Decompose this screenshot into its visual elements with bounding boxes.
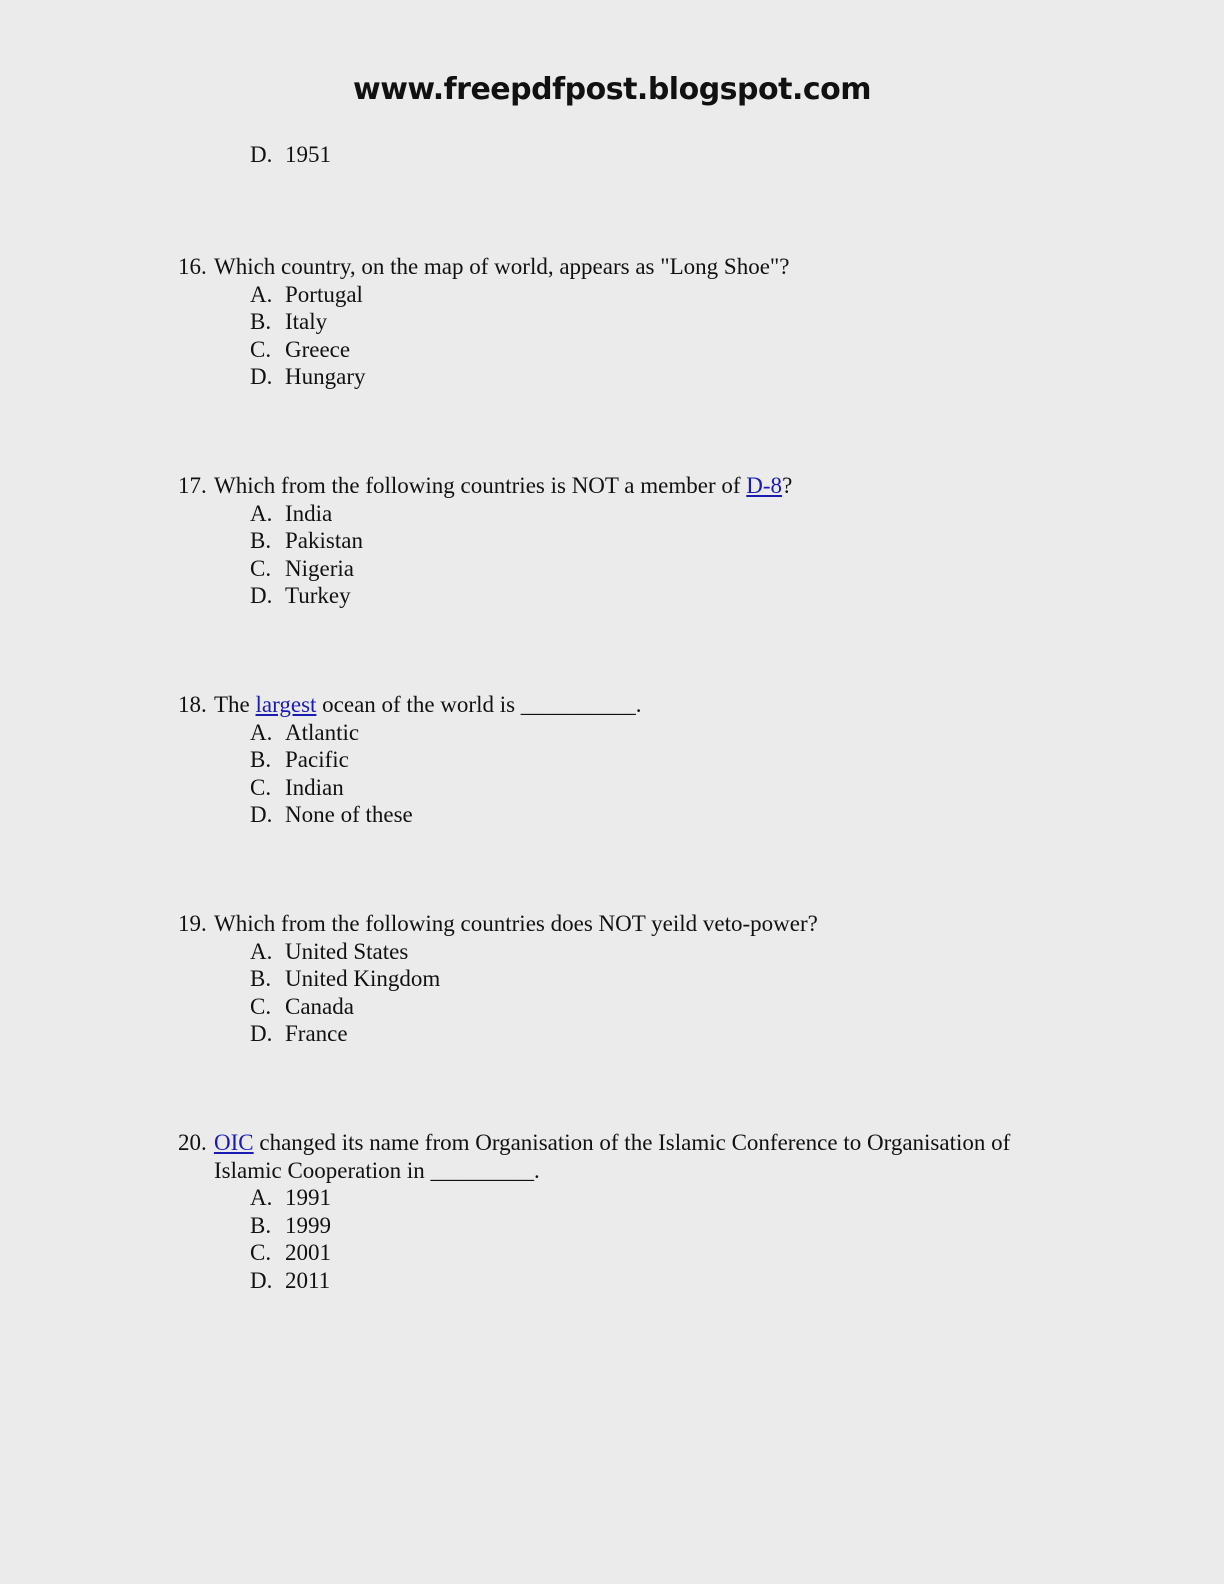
answer-option bbox=[178, 281, 1074, 309]
question-link[interactable]: largest bbox=[255, 692, 317, 717]
option-letter: C. bbox=[250, 774, 272, 800]
answer-option bbox=[178, 363, 1074, 391]
question-text-segment: Which from the following countries does NOT yeild veto-power? bbox=[214, 911, 818, 936]
answer-option bbox=[178, 965, 1074, 993]
option-letter: D. bbox=[250, 142, 273, 167]
answer-option bbox=[178, 336, 1074, 364]
question-text-segment: The bbox=[214, 692, 256, 717]
option-letter: D. bbox=[250, 364, 273, 390]
question-text-segment: ? bbox=[782, 473, 793, 498]
site-watermark-header: www.freepdfpost.blogspot.com bbox=[352, 72, 872, 107]
question-number: 16. bbox=[178, 254, 207, 279]
option-text: Hungary bbox=[285, 364, 366, 390]
option-text: 2011 bbox=[285, 1267, 331, 1293]
option-letter: C. bbox=[250, 1240, 272, 1266]
answer-option bbox=[178, 993, 1074, 1021]
answer-option bbox=[178, 500, 1074, 528]
answer-option bbox=[178, 555, 1074, 583]
answer-option bbox=[178, 938, 1074, 966]
option-text: 1951 bbox=[285, 142, 331, 167]
option-letter: C. bbox=[250, 336, 272, 362]
option-letter: C. bbox=[250, 555, 272, 581]
answer-option bbox=[178, 746, 1074, 774]
answer-option bbox=[178, 1239, 1074, 1267]
option-letter: B. bbox=[250, 528, 272, 554]
carryover-option bbox=[178, 141, 331, 169]
option-letter: B. bbox=[250, 1212, 272, 1238]
question-text bbox=[214, 1129, 1074, 1184]
option-text: None of these bbox=[285, 802, 413, 828]
question-text bbox=[214, 691, 1074, 719]
question-number: 17. bbox=[178, 473, 207, 498]
option-text: Italy bbox=[285, 309, 328, 335]
question-line bbox=[178, 472, 1074, 500]
option-text: 2001 bbox=[285, 1240, 331, 1266]
question-20 bbox=[178, 1129, 1074, 1295]
option-letter: A. bbox=[250, 719, 273, 745]
option-letter: A. bbox=[250, 500, 273, 526]
answer-option bbox=[178, 1184, 1074, 1212]
option-text: Pakistan bbox=[285, 528, 363, 554]
option-letter: D. bbox=[250, 1021, 273, 1047]
option-letter: D. bbox=[250, 802, 273, 828]
question-number: 19. bbox=[178, 911, 207, 936]
answer-option bbox=[178, 308, 1074, 336]
answer-option bbox=[178, 1212, 1074, 1240]
option-text: Atlantic bbox=[285, 719, 360, 745]
option-text: Indian bbox=[285, 774, 344, 800]
question-16 bbox=[178, 253, 1074, 391]
option-text: Turkey bbox=[285, 583, 351, 609]
option-text: France bbox=[285, 1021, 348, 1047]
answer-option bbox=[178, 1020, 1074, 1048]
question-text bbox=[214, 253, 1074, 281]
answer-option bbox=[178, 1267, 1074, 1295]
option-letter: A. bbox=[250, 1185, 273, 1211]
question-19 bbox=[178, 910, 1074, 1048]
question-text bbox=[214, 472, 1074, 500]
option-text: 1999 bbox=[285, 1212, 331, 1238]
question-text-segment: Which from the following countries is NOT a member of bbox=[214, 473, 747, 498]
question-text bbox=[214, 910, 1074, 938]
question-18 bbox=[178, 691, 1074, 829]
option-text: United Kingdom bbox=[285, 966, 441, 992]
option-letter: B. bbox=[250, 309, 272, 335]
option-text: Nigeria bbox=[285, 555, 354, 581]
question-17 bbox=[178, 472, 1074, 610]
answer-option bbox=[178, 582, 1074, 610]
question-text-segment: changed its name from Organisation of the Islamic Conference to Organisation of Islamic Cooperation in _________. bbox=[214, 1130, 1011, 1183]
question-number: 18. bbox=[178, 692, 207, 717]
question-link[interactable]: OIC bbox=[214, 1130, 254, 1155]
option-text: Canada bbox=[285, 993, 354, 1019]
option-letter: D. bbox=[250, 1267, 273, 1293]
option-letter: B. bbox=[250, 966, 272, 992]
option-text: 1991 bbox=[285, 1185, 331, 1211]
question-number: 20. bbox=[178, 1130, 207, 1155]
question-text-segment: ocean of the world is __________. bbox=[316, 692, 642, 717]
option-letter: C. bbox=[250, 993, 272, 1019]
option-letter: B. bbox=[250, 747, 272, 773]
question-link[interactable]: D-8 bbox=[746, 473, 783, 498]
question-line bbox=[178, 691, 1074, 719]
answer-option bbox=[178, 527, 1074, 555]
answer-option bbox=[178, 719, 1074, 747]
question-line bbox=[178, 253, 1074, 281]
option-text: Portugal bbox=[285, 281, 363, 307]
option-text: United States bbox=[285, 938, 409, 964]
option-letter: A. bbox=[250, 281, 273, 307]
question-text-segment: Which country, on the map of world, appears as "Long Shoe"? bbox=[214, 254, 790, 279]
question-line bbox=[178, 910, 1074, 938]
answer-option bbox=[178, 774, 1074, 802]
option-text: Pacific bbox=[285, 747, 349, 773]
option-letter: A. bbox=[250, 938, 273, 964]
answer-option bbox=[178, 801, 1074, 829]
option-letter: D. bbox=[250, 583, 273, 609]
option-text: Greece bbox=[285, 336, 351, 362]
option-text: India bbox=[285, 500, 333, 526]
question-line bbox=[178, 1129, 1074, 1184]
